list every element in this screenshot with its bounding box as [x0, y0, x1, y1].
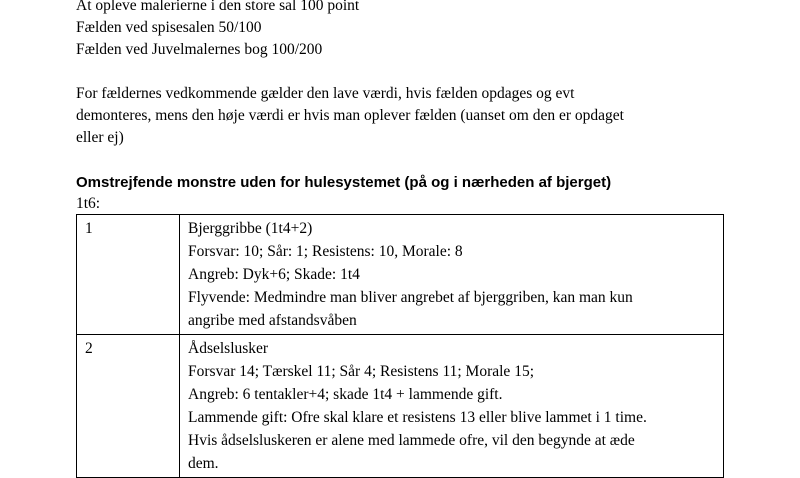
intro-line-points-paintings: At opleve malerierne i den store sal 100 point: [76, 0, 360, 14]
monster-stats: Forsvar 14; Tærskel 11; Sår 4; Resistens 11; Morale 15;: [188, 363, 534, 380]
monster-ability-cont: angribe med afstandsvåben: [188, 312, 357, 329]
monster-attack: Angreb: 6 tentakler+4; skade 1t4 + lammende gift.: [188, 386, 503, 403]
monster-name: Bjerggribbe (1t4+2): [188, 220, 313, 237]
monster-ability-cont: Hvis ådselsluskeren er alene med lammede ofre, vil den begynde at æde: [188, 432, 635, 449]
row-number-cell: 1: [77, 215, 180, 335]
section-heading: Omstrejfende monstre uden for hulesystemet (på og i nærheden af bjerget): [76, 174, 612, 191]
dice-label: 1t6:: [76, 195, 101, 212]
table-row: [77, 335, 724, 478]
intro-line-trap-jewel-book: Fælden ved Juvelmalernes bog 100/200: [76, 41, 323, 58]
monster-ability: Lammende gift: Ofre skal klare et resistens 13 eller blive lammet i 1 time.: [188, 409, 647, 426]
intro-line-trap-dining-hall: Fælden ved spisesalen 50/100: [76, 19, 262, 36]
monster-ability-end: dem.: [188, 455, 219, 472]
monster-description-cell: [180, 335, 724, 478]
monster-stats: Forsvar: 10; Sår: 1; Resistens: 10, Morale: 8: [188, 243, 463, 260]
monster-table: [76, 214, 724, 478]
row-number-cell: 2: [77, 335, 180, 478]
paragraph-line-1: For fældernes vedkommende gælder den lave værdi, hvis fælden opdages og evt: [76, 85, 575, 102]
monster-name: Ådselslusker: [188, 340, 269, 357]
monster-ability: Flyvende: Medmindre man bliver angrebet af bjerggriben, kan man kun: [188, 289, 633, 306]
monster-description-cell: [180, 215, 724, 335]
paragraph-line-2: demonteres, mens den høje værdi er hvis man oplever fælden (uanset om den er opdaget: [76, 107, 624, 124]
table-row: [77, 215, 724, 335]
monster-attack: Angreb: Dyk+6; Skade: 1t4: [188, 266, 360, 283]
paragraph-line-3: eller ej): [76, 129, 124, 146]
